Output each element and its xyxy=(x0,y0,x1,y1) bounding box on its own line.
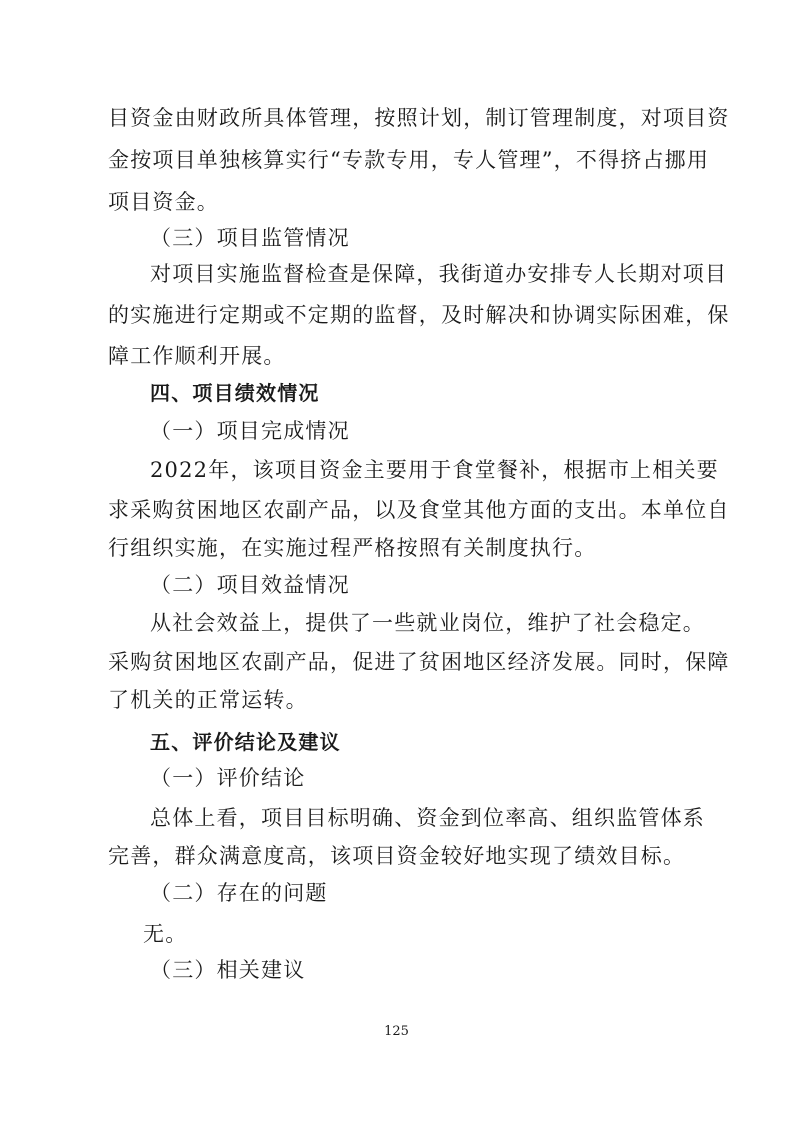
paragraph-line: 了机关的正常运转。 xyxy=(108,688,308,712)
paragraph-line: 的实施进行定期或不定期的监督，及时解决和协调实际困难，保 xyxy=(108,303,730,327)
paragraph-line: 项目资金。 xyxy=(108,190,219,214)
subsection-heading: （三）项目监管情况 xyxy=(150,226,350,250)
paragraph-line: 金按项目单独核算实行“专款专用，专人管理”，不得挤占挪用 xyxy=(108,148,710,172)
section-heading: 四、项目绩效情况 xyxy=(150,381,320,405)
paragraph-line: 目资金由财政所具体管理，按照计划，制订管理制度，对项目资 xyxy=(108,106,730,130)
paragraph-line: 行组织实施，在实施过程严格按照有关制度执行。 xyxy=(108,536,597,560)
paragraph-line: 障工作顺利开展。 xyxy=(108,344,286,368)
paragraph-line: 总体上看，项目目标明确、资金到位率高、组织监管体系 xyxy=(150,806,705,830)
subsection-heading: （三）相关建议 xyxy=(150,958,306,982)
subsection-heading: （二）存在的问题 xyxy=(150,881,328,905)
paragraph-line: 求采购贫困地区农副产品，以及食堂其他方面的支出。本单位自 xyxy=(108,498,730,522)
paragraph-line: 完善，群众满意度高，该项目资金较好地实现了绩效目标。 xyxy=(108,844,686,868)
subsection-heading: （一）项目完成情况 xyxy=(150,419,350,443)
paragraph-line: 对项目实施监督检查是保障，我街道办安排专人长期对项目 xyxy=(150,262,728,286)
paragraph-line: 采购贫困地区农副产品，促进了贫困地区经济发展。同时，保障 xyxy=(108,650,730,674)
paragraph-line: 从社会效益上，提供了一些就业岗位，维护了社会稳定。 xyxy=(150,611,705,635)
page-number: 125 xyxy=(384,1024,409,1039)
subsection-heading: （一）评价结论 xyxy=(150,766,306,790)
section-heading: 五、评价结论及建议 xyxy=(150,730,341,754)
paragraph-line: 无。 xyxy=(143,922,188,946)
paragraph-line: 2022年，该项目资金主要用于食堂餐补，根据市上相关要 xyxy=(150,458,719,482)
subsection-heading: （二）项目效益情况 xyxy=(150,573,350,597)
